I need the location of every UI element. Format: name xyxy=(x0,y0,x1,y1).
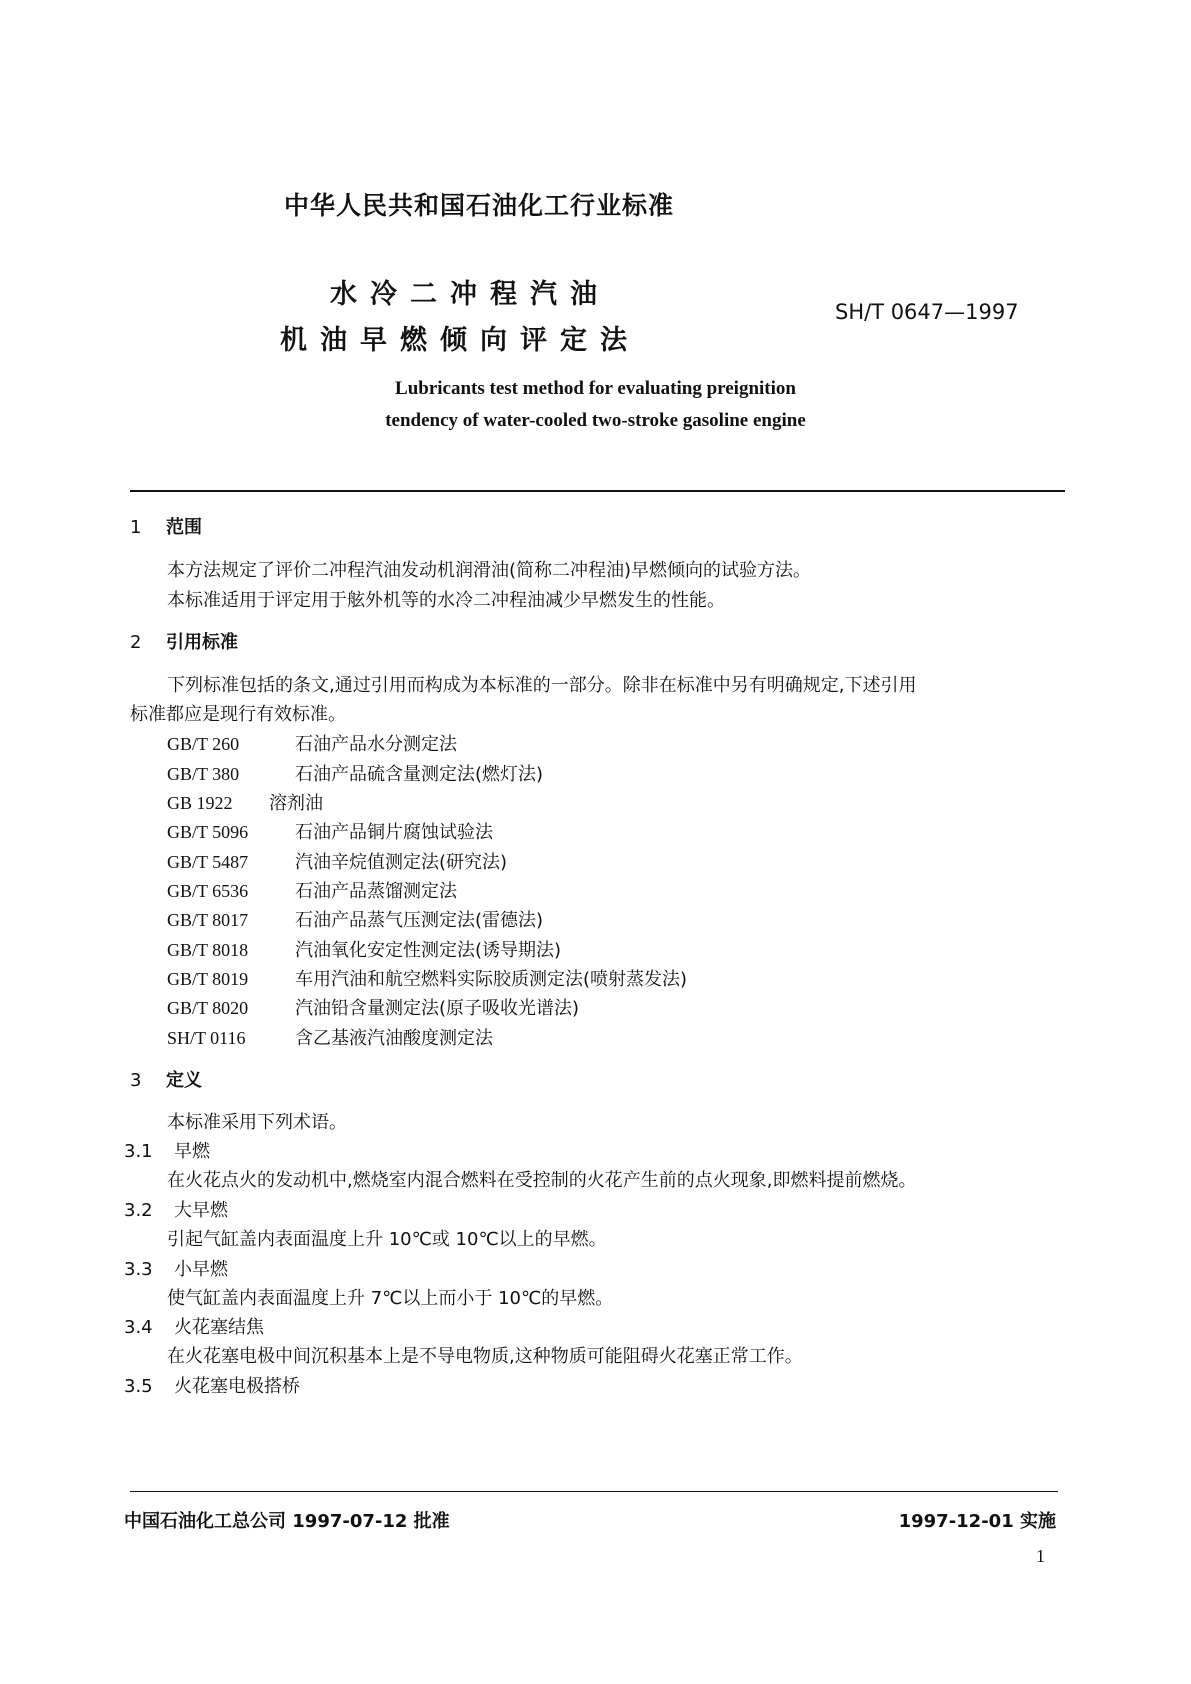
section-1-paragraph-1: 本方法规定了评价二冲程汽油发动机润滑油(简称二冲程油)早燃倾向的试验方法。 xyxy=(167,560,812,581)
reference-item xyxy=(167,906,543,932)
reference-name: 溶剂油 xyxy=(269,793,323,814)
definition-text: 在火花点火的发动机中,燃烧室内混合燃料在受控制的火花产生前的点火现象,即燃料提前燃烧。 xyxy=(167,1170,917,1191)
reference-code: GB/T 8019 xyxy=(167,969,249,989)
standard-code: SH/T 0647—1997 xyxy=(835,300,1019,324)
definition-number: 3.5 xyxy=(124,1376,153,1397)
reference-name: 石油产品蒸馏测定法 xyxy=(295,881,457,902)
definition-text: 使气缸盖内表面温度上升 7℃以上而小于 10℃的早燃。 xyxy=(167,1288,614,1309)
title-line-1: 水冷二冲程汽油 xyxy=(330,279,610,310)
reference-item xyxy=(167,848,507,874)
reference-name: 汽油氧化安定性测定法(诱导期法) xyxy=(295,940,562,961)
section-title: 范围 xyxy=(166,517,202,538)
approval-line: 中国石油化工总公司 1997-07-12 批准 xyxy=(124,1511,450,1532)
section-1-paragraph-2: 本标准适用于评定用于舷外机等的水冷二冲程油减少早燃发生的性能。 xyxy=(167,590,725,611)
reference-code: GB/T 5096 xyxy=(167,822,249,842)
header-divider xyxy=(130,490,1065,492)
definition-term xyxy=(124,1196,228,1222)
reference-name: 石油产品铜片腐蚀试验法 xyxy=(295,822,493,843)
section-2-intro-line-2: 标准都应是现行有效标准。 xyxy=(130,704,346,725)
reference-code: SH/T 0116 xyxy=(167,1028,246,1048)
reference-name: 车用汽油和航空燃料实际胶质测定法(喷射蒸发法) xyxy=(295,969,688,990)
definition-term-text: 早燃 xyxy=(174,1141,210,1162)
reference-item xyxy=(167,965,687,991)
reference-code: GB/T 8020 xyxy=(167,998,249,1018)
section-number: 1 xyxy=(130,517,142,538)
reference-code: GB/T 8017 xyxy=(167,910,249,930)
section-title: 引用标准 xyxy=(166,632,238,653)
definition-term-text: 火花塞电极搭桥 xyxy=(174,1376,300,1397)
section-3-intro: 本标准采用下列术语。 xyxy=(167,1112,347,1133)
reference-name: 石油产品蒸气压测定法(雷德法) xyxy=(295,910,544,931)
reference-item xyxy=(167,877,457,903)
reference-code: GB/T 260 xyxy=(167,734,240,754)
reference-code: GB/T 380 xyxy=(167,764,240,784)
definition-number: 3.2 xyxy=(124,1200,153,1221)
definition-term-text: 火花塞结焦 xyxy=(174,1317,264,1338)
definition-number: 3.1 xyxy=(124,1141,153,1162)
definition-term xyxy=(124,1372,300,1398)
page-number: 1 xyxy=(1036,1546,1045,1566)
definition-term xyxy=(124,1137,210,1163)
english-title-line-2: tendency of water-cooled two-stroke gasoline engine xyxy=(385,410,806,431)
effective-date-line: 1997-12-01 实施 xyxy=(898,1511,1056,1532)
definition-term-text: 大早燃 xyxy=(174,1200,228,1221)
section-2-intro-line-1: 下列标准包括的条文,通过引用而构成为本标准的一部分。除非在标准中另有明确规定,下述引用 xyxy=(167,675,917,696)
reference-code: GB/T 8018 xyxy=(167,940,249,960)
reference-name: 汽油辛烷值测定法(研究法) xyxy=(295,852,508,873)
reference-name: 石油产品硫含量测定法(燃灯法) xyxy=(295,764,544,785)
english-title-line-1: Lubricants test method for evaluating preignition xyxy=(395,378,796,399)
issuing-organization: 中华人民共和国石油化工行业标准 xyxy=(284,191,675,220)
section-title: 定义 xyxy=(166,1070,202,1091)
definition-term xyxy=(124,1313,264,1339)
section-2-heading xyxy=(130,628,238,654)
definition-number: 3.4 xyxy=(124,1317,153,1338)
reference-item xyxy=(167,818,493,844)
reference-item xyxy=(167,789,323,815)
definition-text: 在火花塞电极中间沉积基本上是不导电物质,这种物质可能阻碍火花塞正常工作。 xyxy=(167,1346,803,1367)
section-3-heading xyxy=(130,1066,202,1092)
section-number: 2 xyxy=(130,632,142,653)
reference-name: 石油产品水分测定法 xyxy=(295,734,457,755)
reference-item xyxy=(167,1024,493,1050)
section-number: 3 xyxy=(130,1070,142,1091)
reference-code: GB/T 6536 xyxy=(167,881,249,901)
definition-number: 3.3 xyxy=(124,1259,153,1280)
reference-item xyxy=(167,730,457,756)
definition-term-text: 小早燃 xyxy=(174,1259,228,1280)
reference-code: GB 1922 xyxy=(167,793,233,813)
reference-code: GB/T 5487 xyxy=(167,852,249,872)
section-1-heading xyxy=(130,513,202,539)
reference-name: 含乙基液汽油酸度测定法 xyxy=(295,1028,493,1049)
reference-item xyxy=(167,994,579,1020)
title-line-2: 机油早燃倾向评定法 xyxy=(280,325,640,356)
reference-item xyxy=(167,760,543,786)
reference-item xyxy=(167,936,561,962)
footer-divider xyxy=(130,1491,1058,1492)
definition-term xyxy=(124,1255,228,1281)
reference-name: 汽油铅含量测定法(原子吸收光谱法) xyxy=(295,998,580,1019)
definition-text: 引起气缸盖内表面温度上升 10℃或 10℃以上的早燃。 xyxy=(167,1229,607,1250)
